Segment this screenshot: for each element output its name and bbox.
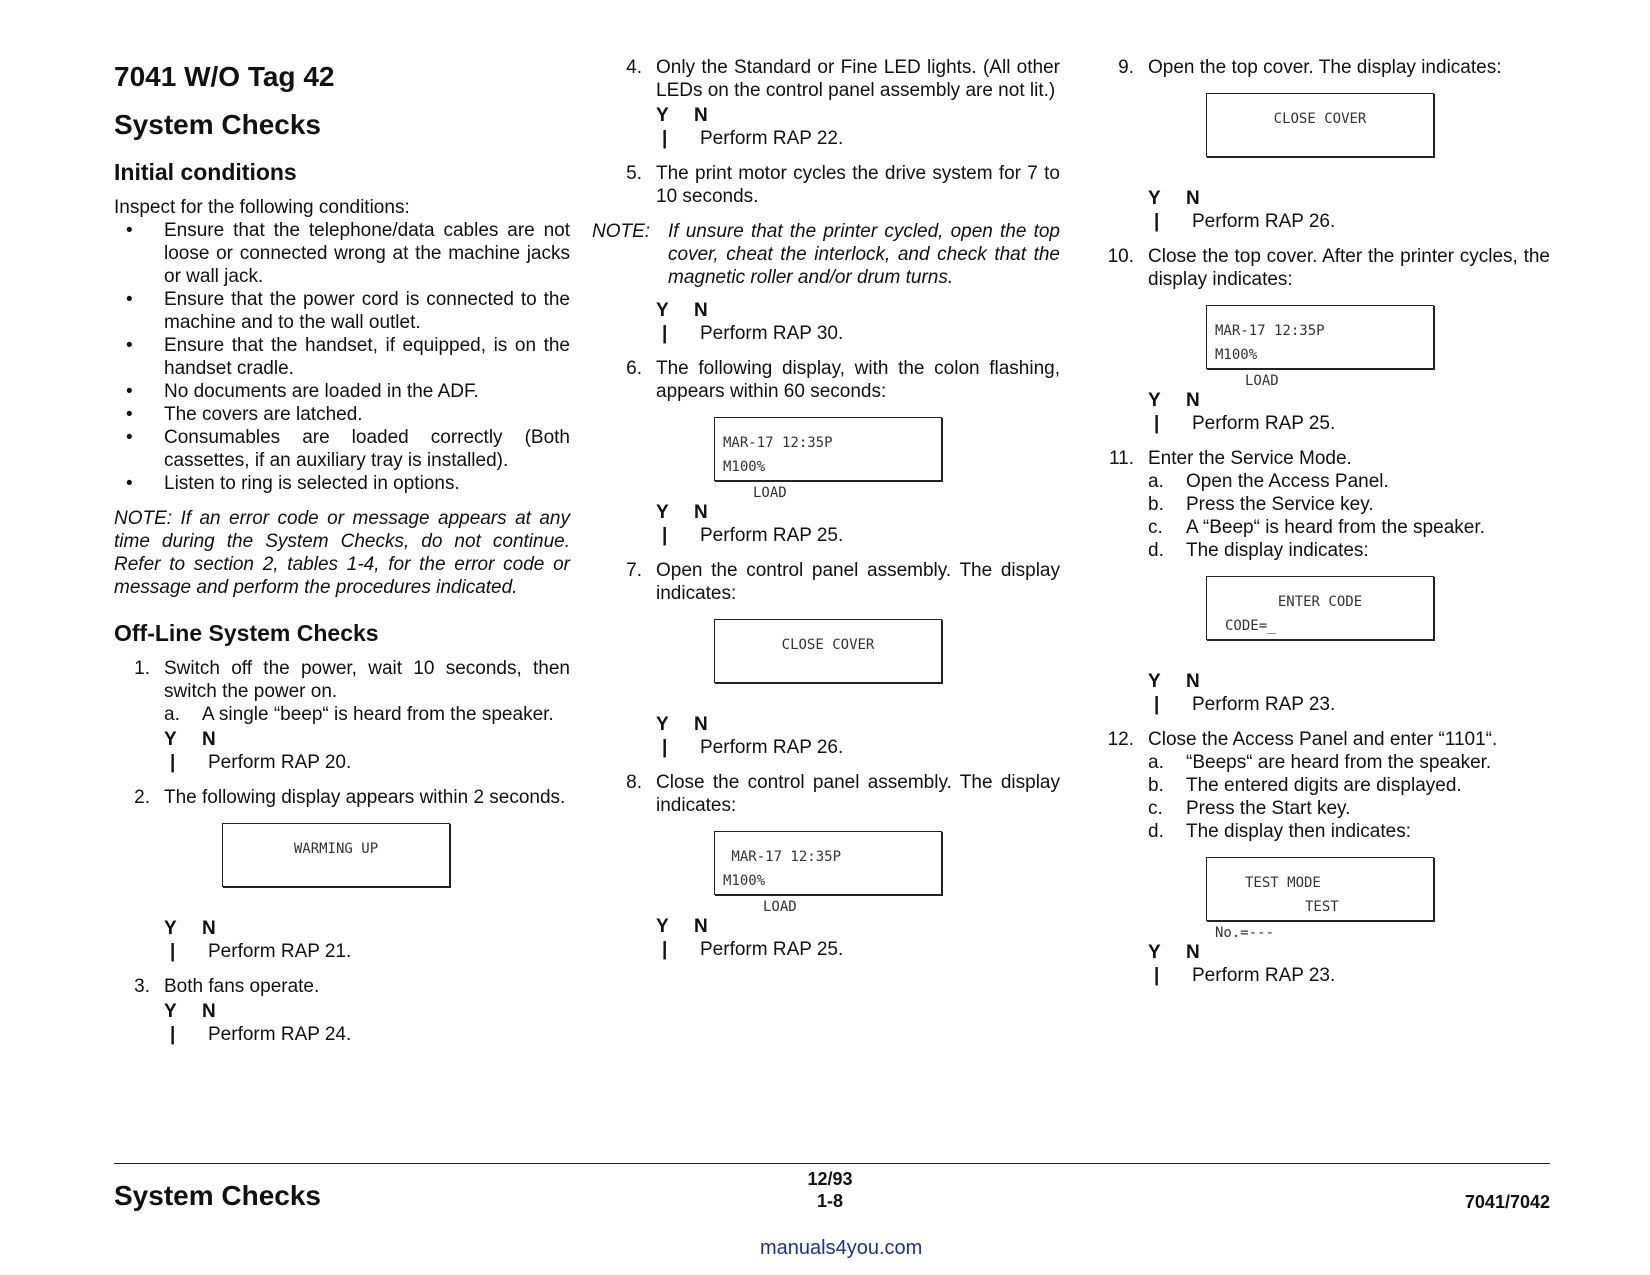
step-text: Switch off the power, wait 10 seconds, then switch the power on.: [164, 658, 570, 702]
yes-no-header: [1148, 187, 1550, 210]
step-text: Enter the Service Mode.: [1148, 448, 1352, 469]
no-label: N: [202, 918, 216, 939]
sub-step-text: Open the Access Panel.: [1186, 471, 1389, 492]
action-text: Perform RAP 25.: [700, 939, 844, 960]
lcd-line: M100%: [1215, 347, 1258, 363]
yes-label: Y: [1148, 942, 1161, 963]
action-text: Perform RAP 26.: [700, 737, 844, 758]
no-label: N: [694, 714, 708, 735]
list-item: • Ensure that the handset, if equipped, is on the handset cradle.: [114, 334, 570, 380]
lcd-display: [714, 417, 942, 501]
step-4: [606, 56, 1060, 150]
step-text: Close the Access Panel and enter “1101“.: [1148, 729, 1498, 750]
display-panel: [1148, 93, 1550, 181]
list-item: • No documents are loaded in the ADF.: [114, 380, 570, 403]
lcd-label: LOAD: [763, 899, 797, 915]
no-branch-action: [1148, 964, 1550, 987]
step-11: [1098, 447, 1550, 716]
yes-no-header: [656, 104, 1060, 127]
initial-conditions-heading: Initial conditions: [114, 159, 297, 185]
action-text: Perform RAP 21.: [208, 941, 352, 962]
list-item: • Consumables are loaded correctly (Both cassettes, if an auxiliary tray is installed).: [114, 426, 570, 472]
sub-step: [1148, 516, 1550, 539]
yes-label: Y: [656, 714, 669, 735]
action-text: Perform RAP 23.: [1192, 965, 1336, 986]
action-text: Perform RAP 20.: [208, 752, 352, 773]
action-text: Perform RAP 24.: [208, 1024, 352, 1045]
yes-label: Y: [164, 918, 177, 939]
no-branch-action: [1148, 210, 1550, 233]
step-text: Only the Standard or Fine LED lights. (All other LEDs on the control panel assembly are not lit.): [656, 57, 1060, 101]
step-text: Close the top cover. After the printer cycles, the display indicates:: [1148, 246, 1550, 290]
column-right: [1098, 56, 1550, 987]
footer-page-number: 1-8: [816, 1191, 843, 1211]
sub-step-text: A “Beep“ is heard from the speaker.: [1186, 517, 1485, 538]
yes-label: Y: [164, 1001, 177, 1022]
yes-label: Y: [656, 502, 669, 523]
yes-label: Y: [1148, 671, 1161, 692]
sub-step: [1148, 470, 1550, 493]
step-number: 5.: [626, 163, 642, 184]
yes-no-header: [656, 915, 1060, 938]
sub-step-label: d.: [1148, 540, 1164, 561]
branch-bar: |: [662, 128, 668, 149]
step-number: 4.: [626, 57, 642, 78]
yes-label: Y: [656, 105, 669, 126]
no-branch-action: [656, 938, 1060, 961]
step-text: Both fans operate.: [164, 976, 320, 997]
note-text: If unsure that the printer cycled, open the top cover, cheat the interlock, and check that the magnetic roller and/or drum turns.: [668, 221, 1060, 288]
lcd-line: TEST: [1305, 899, 1339, 915]
sub-step: [1148, 493, 1550, 516]
yes-no-header: [656, 501, 1060, 524]
branch-bar: |: [662, 323, 668, 344]
branch-bar: |: [170, 941, 176, 962]
step-12: [1098, 728, 1550, 987]
initial-intro: Inspect for the following conditions:: [114, 197, 410, 218]
yes-no-header: [656, 713, 1060, 736]
sub-step-text: The entered digits are displayed.: [1186, 775, 1462, 796]
step-10: [1098, 245, 1550, 435]
no-branch-action: [164, 940, 570, 963]
sub-step-label: a.: [164, 704, 180, 725]
no-label: N: [694, 502, 708, 523]
step-6: [606, 357, 1060, 547]
action-text: Perform RAP 25.: [700, 525, 844, 546]
no-label: N: [1186, 671, 1200, 692]
branch-bar: |: [662, 525, 668, 546]
step-3: [114, 975, 570, 1046]
lcd-display: [1206, 305, 1434, 389]
sub-step-text: Press the Service key.: [1186, 494, 1374, 515]
step-text: Open the control panel assembly. The display indicates:: [656, 560, 1060, 604]
sub-step-text: Press the Start key.: [1186, 798, 1351, 819]
branch-bar: |: [1154, 211, 1160, 232]
step-8: [606, 771, 1060, 961]
no-branch-action: [656, 127, 1060, 150]
lcd-display: [714, 831, 942, 915]
display-panel: [1148, 576, 1550, 664]
yes-label: Y: [164, 729, 177, 750]
step-text: The following display appears within 2 seconds.: [164, 787, 566, 808]
yes-label: Y: [1148, 188, 1161, 209]
lcd-display: [222, 823, 450, 887]
note-label: NOTE:: [592, 221, 651, 242]
step-number: 10.: [1107, 246, 1134, 267]
lcd-line: WARMING UP: [293, 841, 379, 857]
no-branch-action: [1148, 693, 1550, 716]
no-label: N: [1186, 188, 1200, 209]
no-label: N: [694, 105, 708, 126]
yes-no-header: [1148, 670, 1550, 693]
no-branch-action: [164, 751, 570, 774]
sub-step-label: c.: [1148, 517, 1163, 538]
no-branch-action: [1148, 412, 1550, 435]
sub-step: [1148, 774, 1550, 797]
display-panel: [656, 619, 1060, 707]
display-panel: [1148, 857, 1550, 939]
lcd-display: [1206, 576, 1434, 640]
yes-label: Y: [656, 916, 669, 937]
lcd-line: M100%: [723, 873, 766, 889]
offline-checks-heading: Off-Line System Checks: [114, 620, 379, 646]
display-panel: [656, 831, 1060, 913]
no-label: N: [694, 916, 708, 937]
lcd-line: MAR-17 12:35P: [1215, 323, 1325, 339]
lcd-label: No.=---: [1215, 925, 1275, 941]
footer-title: System Checks: [114, 1180, 322, 1211]
yes-no-header: [164, 728, 570, 751]
sub-step-label: c.: [1148, 798, 1163, 819]
sub-step: [1148, 539, 1550, 562]
branch-bar: |: [1154, 965, 1160, 986]
lcd-line: CLOSE COVER: [781, 637, 875, 653]
step-9: [1098, 56, 1550, 233]
step-number: 6.: [626, 358, 642, 379]
action-text: Perform RAP 22.: [700, 128, 844, 149]
step-number: 11.: [1108, 448, 1134, 469]
no-label: N: [694, 300, 708, 321]
action-text: Perform RAP 23.: [1192, 694, 1336, 715]
step-number: 7.: [626, 560, 642, 581]
step-number: 2.: [134, 787, 150, 808]
list-item: • Ensure that the telephone/data cables are not loose or connected wrong at the machine jacks or wall jack.: [114, 219, 570, 288]
sub-step-label: a.: [1148, 471, 1164, 492]
step-1: [114, 657, 570, 774]
branch-bar: |: [170, 752, 176, 773]
no-branch-action: [164, 1023, 570, 1046]
sub-step-text: The display indicates:: [1186, 540, 1369, 561]
sub-step-label: b.: [1148, 494, 1164, 515]
step-number: 1.: [134, 658, 150, 679]
error-note: NOTE: If an error code or message appears at any time during the System Checks, do not continue. Refer to section 2, tables 1-4, for the error code or message and perform the procedures indicated.: [114, 508, 570, 598]
lcd-line: CLOSE COVER: [1273, 111, 1367, 127]
no-label: N: [1186, 390, 1200, 411]
step-text: Close the control panel assembly. The display indicates:: [656, 772, 1060, 816]
no-label: N: [202, 1001, 216, 1022]
step-number: 12.: [1107, 729, 1134, 750]
branch-bar: |: [170, 1024, 176, 1045]
lcd-line: TEST MODE: [1245, 875, 1321, 891]
step-5-branch: [606, 299, 1060, 345]
lcd-line: MAR-17 12:35P: [723, 435, 833, 451]
footer-rule: [114, 1163, 1550, 1164]
sub-step-label: d.: [1148, 821, 1164, 842]
sub-step-text: “Beeps“ are heard from the speaker.: [1186, 752, 1492, 773]
step-number: 9.: [1118, 57, 1134, 78]
sub-step-label: a.: [1148, 752, 1164, 773]
step-text: The following display, with the colon flashing, appears within 60 seconds:: [656, 358, 1060, 402]
list-item: • Ensure that the power cord is connected to the machine and to the wall outlet.: [114, 288, 570, 334]
sub-step-text: A single “beep“ is heard from the speaker.: [202, 704, 554, 725]
sub-step: [1148, 751, 1550, 774]
lcd-line: ENTER CODE: [1277, 594, 1363, 610]
website-link[interactable]: manuals4you.com: [760, 1237, 923, 1259]
yes-no-header: [1148, 941, 1550, 964]
sub-step: [1148, 820, 1550, 843]
lcd-line: MAR-17 12:35P: [723, 849, 842, 865]
action-text: Perform RAP 25.: [1192, 413, 1336, 434]
sub-step: [1148, 797, 1550, 820]
branch-bar: |: [662, 939, 668, 960]
section-title: System Checks: [114, 109, 322, 140]
no-label: N: [1186, 942, 1200, 963]
step-5: [606, 162, 1060, 208]
list-item: • Listen to ring is selected in options.: [114, 472, 570, 495]
display-panel: [1148, 305, 1550, 387]
branch-bar: |: [1154, 694, 1160, 715]
step-text: Open the top cover. The display indicates:: [1148, 57, 1502, 78]
footer-date-page: [760, 1168, 900, 1212]
cycle-note: [592, 220, 1060, 289]
step-number: 8.: [626, 772, 642, 793]
lcd-display: [714, 619, 942, 683]
lcd-label: LOAD: [753, 485, 787, 501]
no-branch-action: [656, 524, 1060, 547]
yes-no-header: [164, 917, 570, 940]
sub-step-label: b.: [1148, 775, 1164, 796]
step-7: [606, 559, 1060, 759]
conditions-list: [114, 219, 570, 495]
lcd-display: [1206, 93, 1434, 157]
yes-no-header: [656, 299, 1060, 322]
document-title: 7041 W/O Tag 42: [114, 61, 335, 92]
lcd-line: CODE=_: [1225, 618, 1276, 634]
no-branch-action: [656, 736, 1060, 759]
yes-label: Y: [1148, 390, 1161, 411]
action-text: Perform RAP 30.: [700, 323, 844, 344]
step-number: 3.: [134, 976, 150, 997]
column-left: [114, 56, 570, 1046]
no-label: N: [202, 729, 216, 750]
branch-bar: |: [662, 737, 668, 758]
yes-no-header: [1148, 389, 1550, 412]
lcd-display: [1206, 857, 1434, 941]
sub-step-text: The display then indicates:: [1186, 821, 1411, 842]
step-text: The print motor cycles the drive system for 7 to 10 seconds.: [656, 163, 1060, 207]
action-text: Perform RAP 26.: [1192, 211, 1336, 232]
sub-step: [164, 703, 570, 726]
yes-label: Y: [656, 300, 669, 321]
footer-model: 7041/7042: [1464, 1192, 1550, 1212]
branch-bar: |: [1154, 413, 1160, 434]
display-panel: [656, 417, 1060, 499]
no-branch-action: [656, 322, 1060, 345]
list-item: • The covers are latched.: [114, 403, 570, 426]
step-2: [114, 786, 570, 963]
lcd-line: M100%: [723, 459, 766, 475]
yes-no-header: [164, 1000, 570, 1023]
column-middle: [592, 56, 1060, 961]
lcd-label: LOAD: [1245, 373, 1279, 389]
footer-date: 12/93: [807, 1169, 853, 1189]
display-panel: [164, 823, 570, 911]
